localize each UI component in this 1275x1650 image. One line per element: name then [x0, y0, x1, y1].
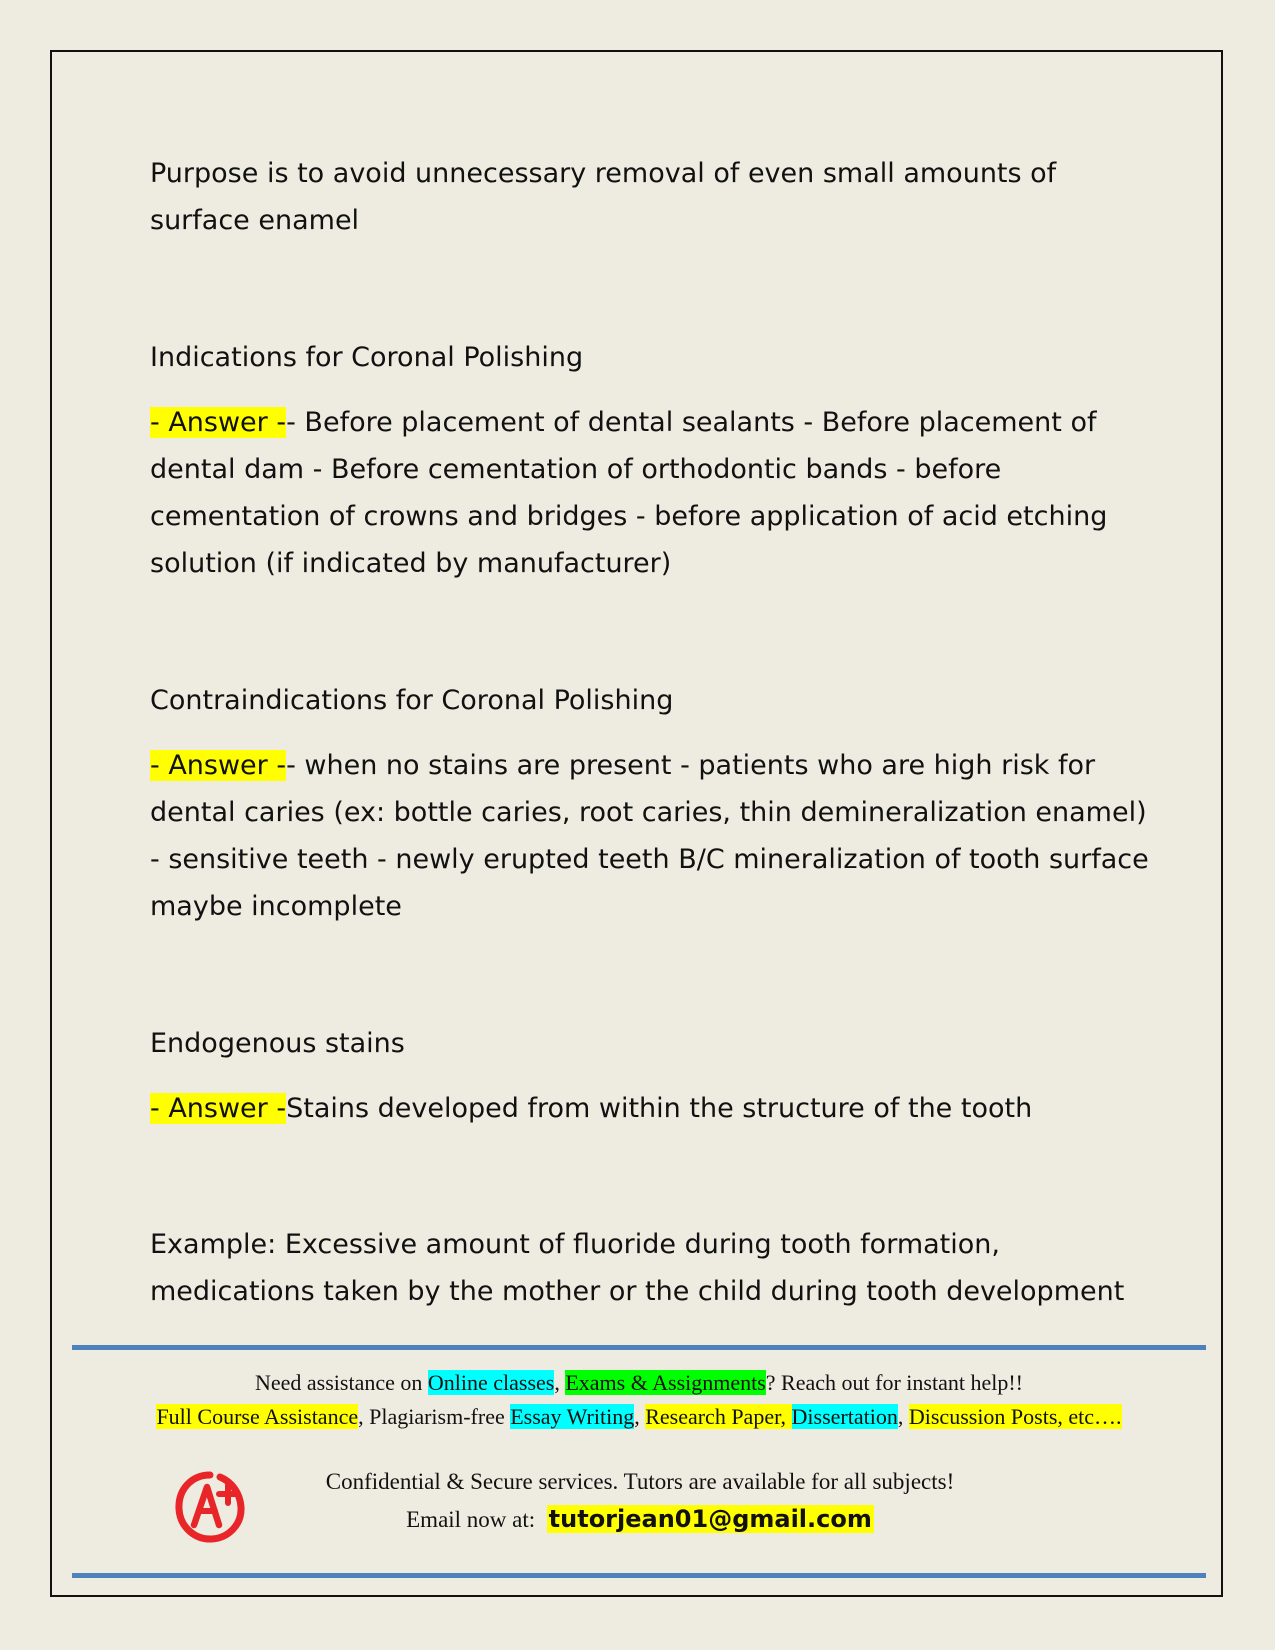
promo-text: Need assistance on [254, 1370, 428, 1395]
example-paragraph: Example: Excessive amount of fluoride during tooth formation, medications taken by the mother or the child during tooth development [150, 1229, 1125, 1307]
promo-separator: , [634, 1404, 646, 1429]
question-contraindications: Contraindications for Coronal Polishing [150, 685, 674, 716]
answer-text: - Before placement of dental sealants - Before placement of dental dam - Before cementation of orthodontic bands - before cementation of crowns and bridges - before application of acid etching solution (if indicated by manufacturer) [150, 407, 1108, 579]
exams-highlight: Exams & Assignments [565, 1370, 766, 1395]
research-paper-highlight: Research Paper, [645, 1404, 792, 1429]
question-endogenous-stains: Endogenous stains [150, 1028, 405, 1059]
promo-separator: , [897, 1404, 909, 1429]
answer-indications [150, 399, 1150, 587]
email-line [140, 1505, 1140, 1533]
promo-line-1 [72, 1370, 1206, 1396]
essay-writing-highlight: Essay Writing [510, 1404, 635, 1429]
answer-text: Stains developed from within the structure of the tooth [286, 1093, 1033, 1124]
promo-line-2 [72, 1404, 1206, 1430]
document-body [150, 150, 1150, 1315]
answer-label: - Answer - [150, 1093, 287, 1124]
confidential-text: Confidential & Secure services. Tutors are available for all subjects! [325, 1469, 955, 1494]
answer-label: - Answer - [150, 407, 287, 438]
answer-endogenous-stains [150, 1085, 1150, 1132]
online-classes-highlight: Online classes [427, 1370, 555, 1395]
dissertation-highlight: Dissertation [791, 1404, 898, 1429]
answer-label: - Answer - [150, 750, 287, 781]
footer-bottom-rule [72, 1573, 1206, 1578]
email-prefix: Email now at: [406, 1507, 547, 1532]
footer-top-rule [72, 1345, 1206, 1350]
question-indications: Indications for Coronal Polishing [150, 342, 584, 373]
promo-text: , Plagiarism-free [358, 1404, 511, 1429]
promo-separator: , [554, 1370, 566, 1395]
answer-contraindications [150, 742, 1150, 930]
email-link[interactable]: tutorjean01@gmail.com [548, 1505, 872, 1533]
purpose-paragraph: Purpose is to avoid unnecessary removal of even small amounts of surface enamel [150, 158, 1057, 236]
full-course-highlight: Full Course Assistance [156, 1404, 359, 1429]
promo-text: ? Reach out for instant help!! [765, 1370, 1023, 1395]
discussion-posts-highlight: Discussion Posts, etc…. [908, 1404, 1122, 1429]
answer-text: - when no stains are present - patients who are high risk for dental caries (ex: bottle caries, root caries, thin demineralization enamel) - sensitive teeth - newly erupted teeth B/C mineralization of tooth surface maybe incomplete [150, 750, 1149, 922]
